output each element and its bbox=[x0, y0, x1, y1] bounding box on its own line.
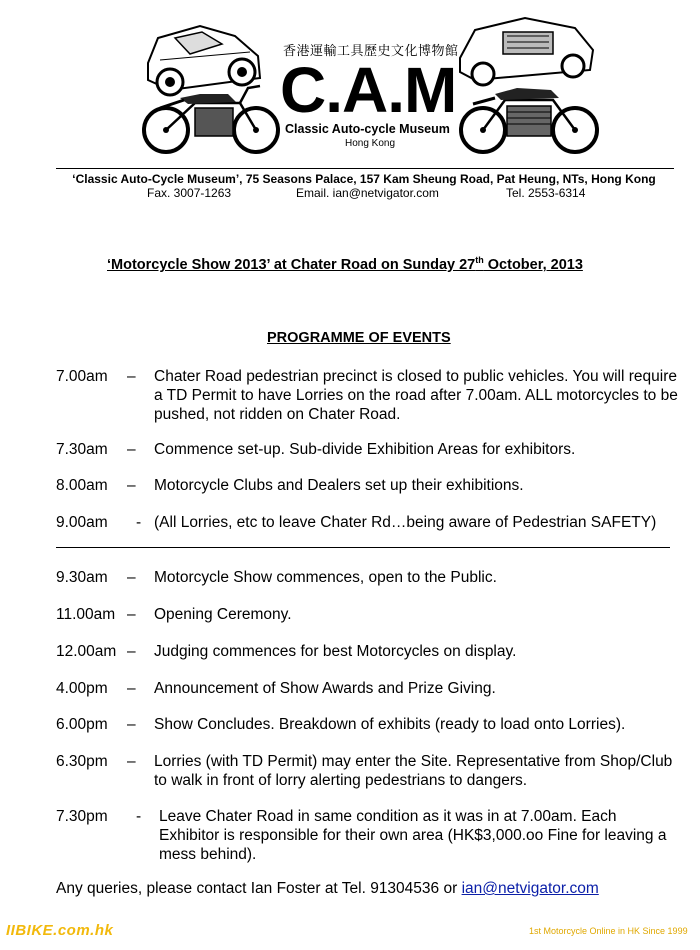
event-description: Chater Road pedestrian precinct is closed to public vehicles. You will require a TD Permit to have Lorries on the road after 7.00am. ALL motorcycles to be pushed, not ridden on Chater Road. bbox=[154, 368, 678, 423]
event-time: 7.30pm bbox=[56, 808, 108, 825]
event-dash: – bbox=[127, 643, 136, 660]
contact-email[interactable]: Email. ian@netvigator.com bbox=[296, 186, 439, 200]
event-time: 8.00am bbox=[56, 477, 108, 494]
letterhead-divider bbox=[56, 168, 674, 169]
event-time: 9.00am bbox=[56, 514, 108, 531]
cam-logo: C.A.M bbox=[280, 54, 457, 126]
show-title-tail: October, 2013 bbox=[483, 256, 583, 273]
event-time: 11.00am bbox=[56, 606, 116, 623]
event-description: Opening Ceremony. bbox=[154, 606, 292, 623]
event-time: 9.30am bbox=[56, 569, 108, 586]
show-title bbox=[107, 255, 583, 273]
event-time: 7.30am bbox=[56, 441, 108, 458]
event-description: Judging commences for best Motorcycles on display. bbox=[154, 643, 517, 660]
event-dash: – bbox=[127, 680, 136, 697]
event-time: 6.30pm bbox=[56, 753, 108, 770]
event-dash: – bbox=[127, 441, 136, 458]
classic-car-and-motorcycle-illustration bbox=[140, 8, 280, 158]
show-title-ordinal: th bbox=[475, 255, 484, 265]
section-divider bbox=[56, 547, 670, 548]
footer-slogan: 1st Motorcycle Online in HK Since 1999 bbox=[529, 926, 688, 936]
event-time: 12.00am bbox=[56, 643, 117, 660]
museum-name: Classic Auto-cycle Museum bbox=[285, 122, 450, 136]
letterhead bbox=[0, 0, 700, 165]
event-description: Motorcycle Clubs and Dealers set up their exhibitions. bbox=[154, 477, 524, 494]
event-description: Leave Chater Road in same condition as it was in at 7.00am. Each Exhibitor is responsible for their own area (HK$3,000.oo Fine for leaving a mess behind). bbox=[159, 808, 667, 863]
event-description: (All Lorries, etc to leave Chater Rd…being aware of Pedestrian SAFETY) bbox=[154, 514, 657, 531]
event-dash: – bbox=[127, 569, 136, 586]
contact-queries bbox=[56, 880, 599, 898]
fax-number: Fax. 3007-1263 bbox=[147, 186, 232, 200]
museum-city: Hong Kong bbox=[345, 138, 396, 149]
classic-car-and-motorcycle-illustration-right bbox=[455, 8, 600, 158]
event-time: 7.00am bbox=[56, 368, 108, 385]
event-dash: – bbox=[127, 477, 136, 494]
event-dash: – bbox=[127, 368, 136, 385]
event-time: 4.00pm bbox=[56, 680, 108, 697]
event-description: Show Concludes. Breakdown of exhibits (ready to load onto Lorries). bbox=[154, 716, 626, 733]
queries-email-link[interactable]: ian@netvigator.com bbox=[461, 880, 599, 897]
event-dash: – bbox=[127, 716, 136, 733]
event-description: Lorries (with TD Permit) may enter the Site. Representative from Shop/Club to walk in front of lorry alerting pedestrians to dangers. bbox=[154, 753, 673, 789]
event-dash: - bbox=[136, 808, 142, 825]
museum-chinese-name: 香港運輸工具歷史文化博物館 bbox=[283, 43, 459, 58]
event-dash: – bbox=[127, 606, 136, 623]
event-dash: - bbox=[136, 514, 142, 531]
ibike-logo[interactable]: IIBIKE.com.hk bbox=[6, 922, 114, 939]
event-time: 6.00pm bbox=[56, 716, 108, 733]
show-title-main: ‘Motorcycle Show 2013’ at Chater Road on Sunday 27 bbox=[107, 256, 476, 273]
telephone-number: Tel. 2553-6314 bbox=[506, 186, 586, 200]
event-description: Commence set-up. Sub-divide Exhibition Areas for exhibitors. bbox=[154, 441, 576, 458]
event-description: Motorcycle Show commences, open to the Public. bbox=[154, 569, 497, 586]
queries-text: Any queries, please contact Ian Foster at Tel. 91304536 or bbox=[56, 880, 462, 897]
event-description: Announcement of Show Awards and Prize Giving. bbox=[154, 680, 496, 697]
event-dash: – bbox=[127, 753, 136, 770]
programme-heading: PROGRAMME OF EVENTS bbox=[267, 330, 451, 346]
museum-address: ‘Classic Auto-Cycle Museum’, 75 Seasons Palace, 157 Kam Sheung Road, Pat Heung, NTs, Hong Kong bbox=[72, 172, 656, 186]
